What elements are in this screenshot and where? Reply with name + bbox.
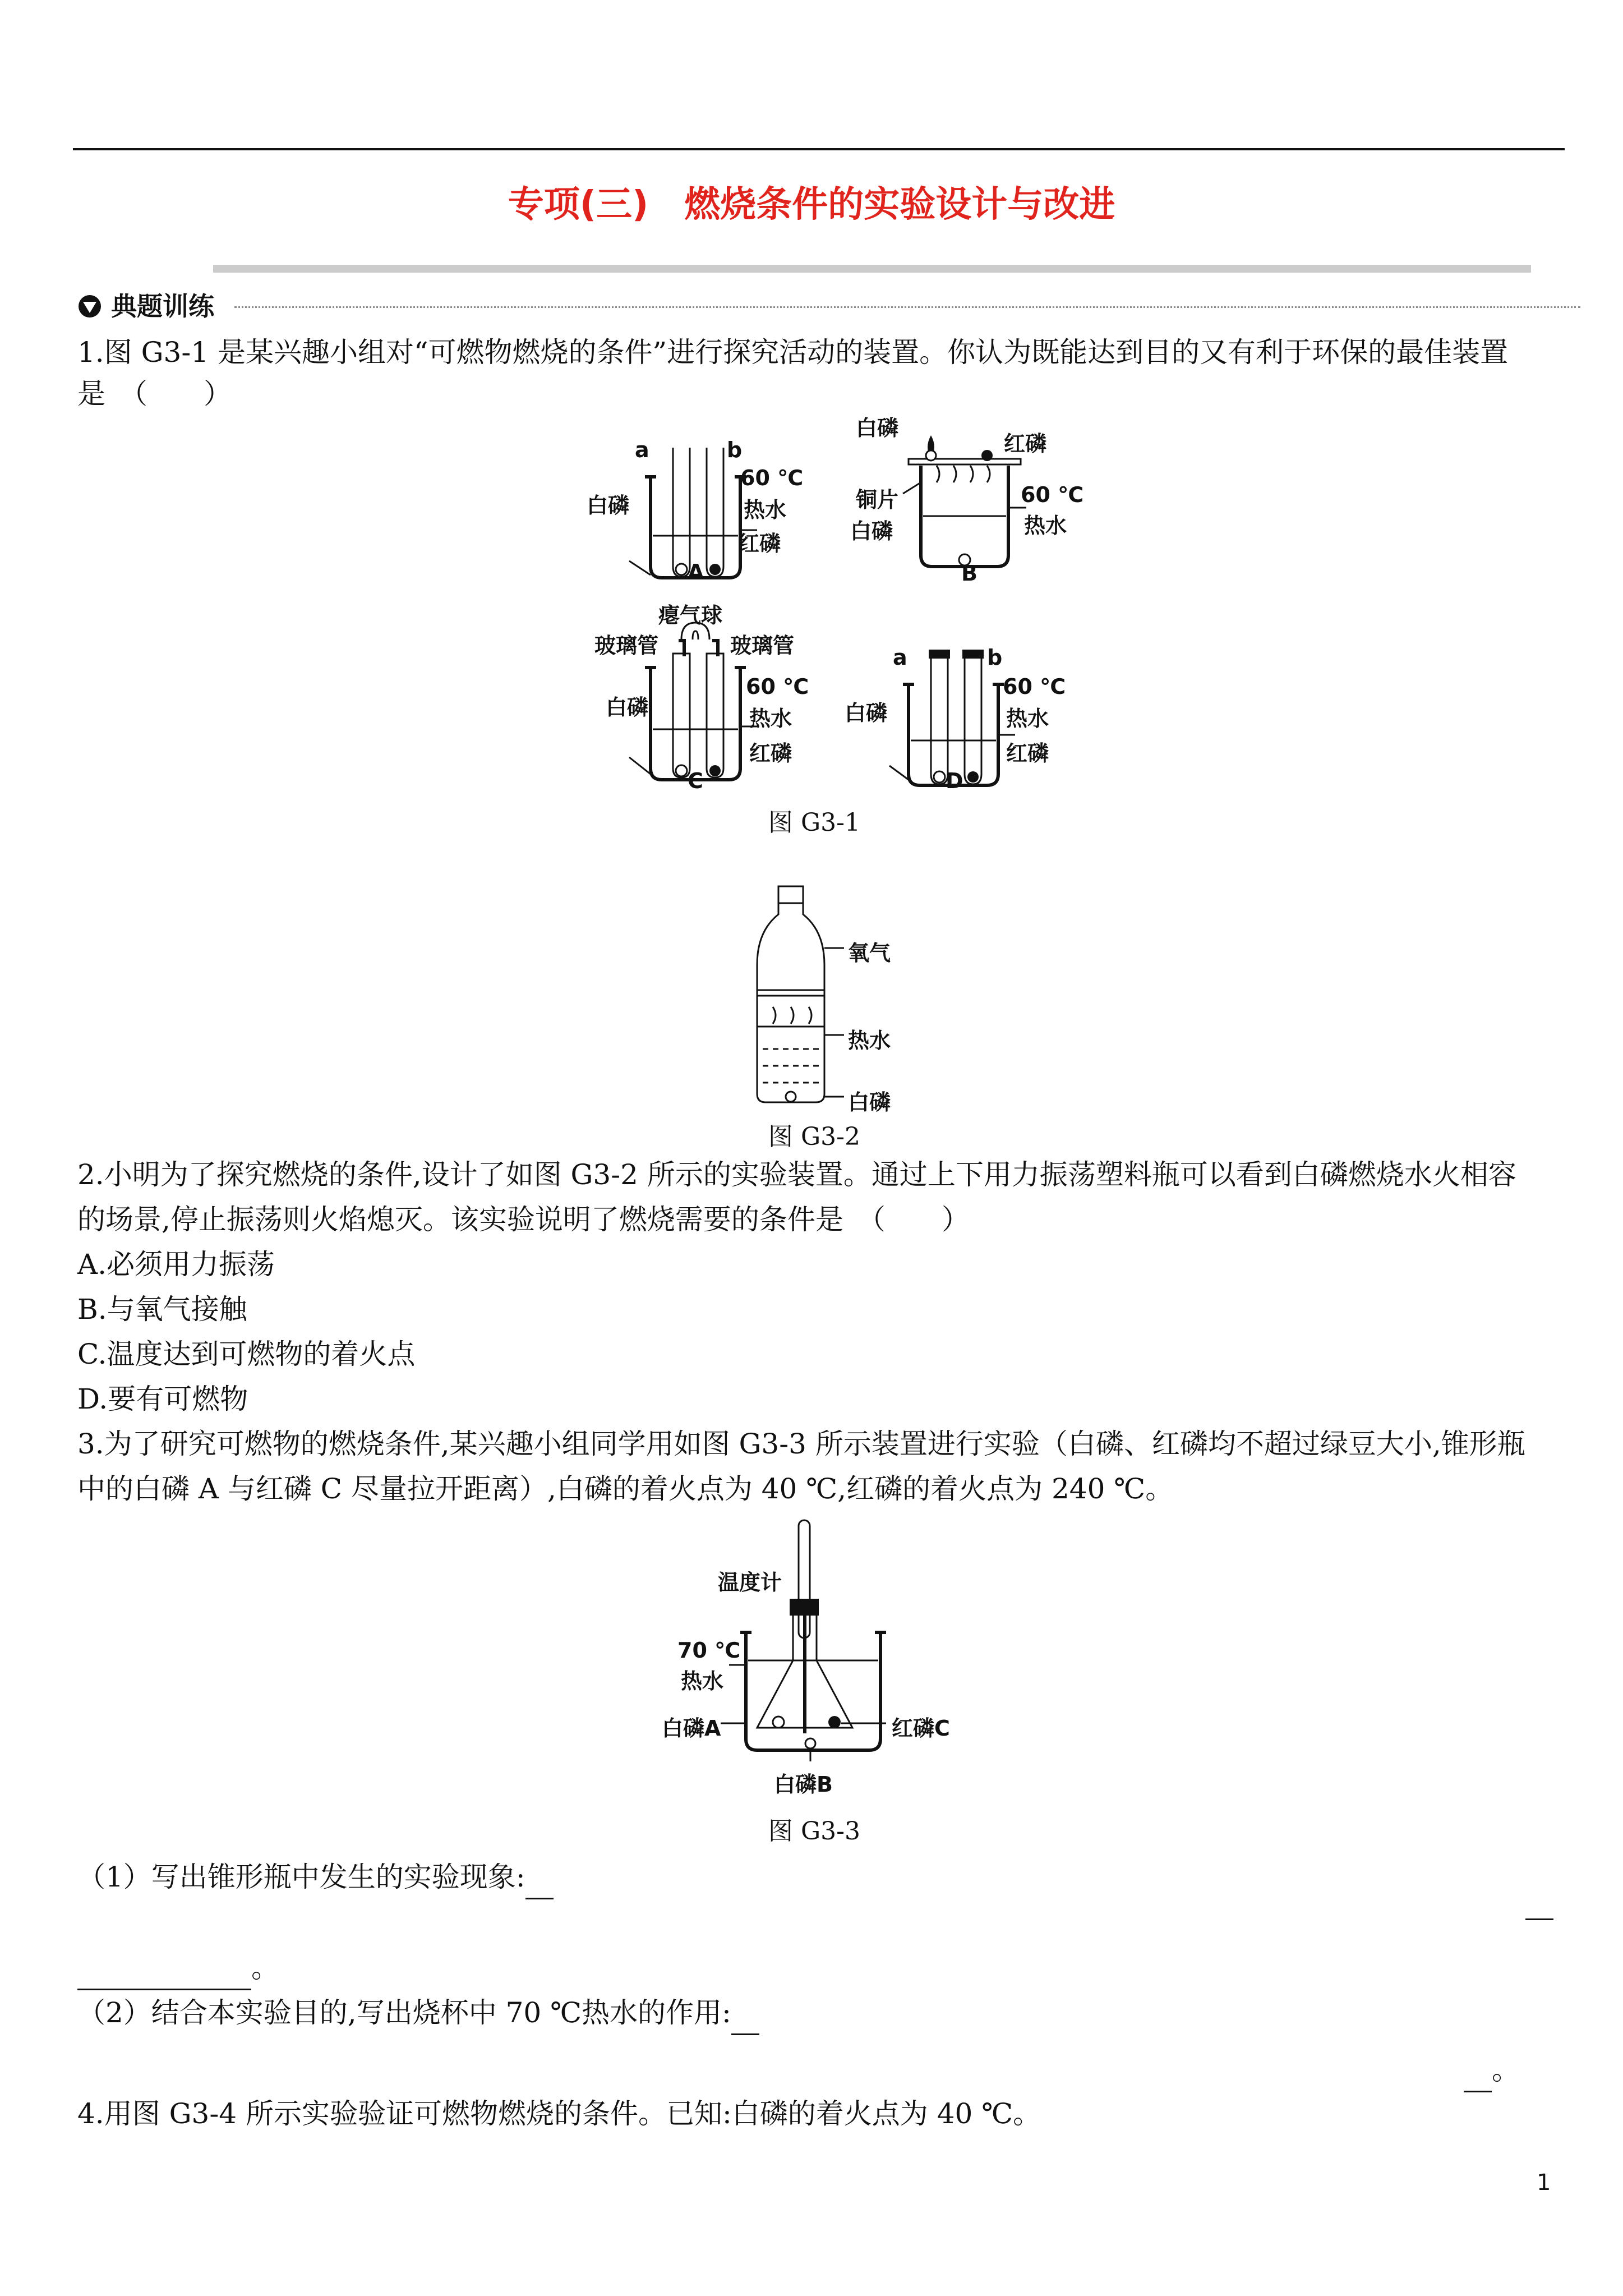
c-tube-r: 玻璃管: [730, 633, 795, 658]
d-water: 热水: [1006, 706, 1049, 731]
b-letter: B: [961, 561, 978, 586]
a-temp: 60 ℃: [740, 466, 804, 490]
q3-sub1-end: 。: [251, 1952, 279, 1984]
g33-red-c: 红磷C: [892, 1716, 950, 1741]
g33-water: 热水: [681, 1669, 724, 1694]
c-tube-l: 玻璃管: [594, 633, 659, 658]
title-underline: [213, 265, 1531, 273]
c-water: 热水: [749, 706, 792, 731]
q3-sub2-text: （2）结合本实验目的,写出烧杯中 70 ℃热水的作用:: [77, 1996, 731, 2029]
c-letter: C: [688, 769, 703, 793]
q2-text-line2: 的场景,停止振荡则火焰熄灭。该实验说明了燃烧需要的条件是 （ ）: [77, 1203, 970, 1236]
q2-option-a: A.必须用力振荡: [77, 1248, 275, 1281]
figure-g3-3-caption: 图 G3-3: [768, 1817, 860, 1846]
d-red: 红磷: [1006, 741, 1049, 766]
top-rule: [73, 148, 1565, 150]
b-temp: 60 ℃: [1021, 482, 1084, 507]
section-dotted-line: [234, 306, 1580, 308]
a-label-a: a: [635, 438, 649, 462]
b-white: 白磷: [850, 519, 893, 544]
plastic-bottle: [729, 881, 852, 1105]
figure-g3-2-caption: 图 G3-2: [768, 1122, 860, 1151]
figure-g3-1-caption: 图 G3-1: [768, 808, 860, 837]
q3-sub2-line2: [1464, 2047, 1520, 2092]
q2-option-c: C.温度达到可燃物的着火点: [77, 1338, 416, 1370]
d-label-a: a: [893, 645, 907, 670]
a-white: 白磷: [587, 493, 630, 518]
q3-sub1-blank-end-right[interactable]: [1525, 1918, 1553, 1920]
q3-sub2-end: 。: [1492, 2054, 1520, 2086]
g32-water: 热水: [848, 1028, 891, 1053]
q3-sub1: [77, 1855, 554, 1899]
page-title: 专项(三) 燃烧条件的实验设计与改进: [508, 184, 1115, 226]
b-red-top: 红磷: [1004, 431, 1047, 456]
q2-option-b: B.与氧气接触: [77, 1293, 247, 1326]
figure-g3-3: [662, 1515, 998, 1806]
c-red: 红磷: [749, 741, 792, 766]
c-white: 白磷: [606, 695, 649, 720]
q1-text-line2: 是 （ ）: [77, 378, 232, 410]
g32-white: 白磷: [848, 1090, 891, 1115]
a-water: 热水: [744, 498, 787, 522]
b-copper: 铜片: [856, 487, 899, 512]
c-temp: 60 ℃: [746, 674, 809, 699]
c-balloon: 瘪气球: [658, 603, 723, 628]
b-white-top: 白磷: [856, 416, 899, 440]
g33-white-a: 白磷A: [662, 1716, 721, 1741]
q3-text-line2: 中的白磷 A 与红磷 C 尽量拉开距离）,白磷的着火点为 40 ℃,红磷的着火点为 240 ℃。: [77, 1473, 1174, 1505]
d-white: 白磷: [845, 701, 888, 725]
a-letter: A: [688, 560, 704, 585]
g33-thermometer: 温度计: [718, 1570, 782, 1595]
b-water: 热水: [1024, 513, 1067, 538]
q3-sub1-text: （1）写出锥形瓶中发生的实验现象:: [77, 1861, 525, 1893]
q1-text-line1: 1.图 G3-1 是某兴趣小组对“可燃物燃烧的条件”进行探究活动的装置。你认为既能达到目的又有利于环保的最佳装置: [77, 336, 1509, 369]
q3-sub2-blank-start[interactable]: [731, 2005, 759, 2035]
d-temp: 60 ℃: [1003, 674, 1066, 699]
figure-g3-1: [589, 404, 1094, 841]
g32-oxygen: 氧气: [848, 941, 891, 965]
triangle-down-icon: [77, 294, 102, 319]
page-number: 1: [1537, 2170, 1551, 2196]
q2-option-d: D.要有可燃物: [77, 1383, 248, 1415]
g33-white-b: 白磷B: [774, 1772, 833, 1797]
q3-sub1-line2: [77, 1945, 279, 1990]
q3-sub1-blank-start[interactable]: [525, 1870, 554, 1899]
a-label-b: b: [727, 438, 743, 462]
a-red: 红磷: [738, 531, 781, 556]
d-letter: D: [946, 769, 963, 793]
d-label-b: b: [987, 645, 1003, 670]
section-title: 典题训练: [111, 291, 214, 321]
q4-text: 4.用图 G3-4 所示实验验证可燃物燃烧的条件。已知:白磷的着火点为 40 ℃。: [77, 2097, 1041, 2130]
q2-text-line1: 2.小明为了探究燃烧的条件,设计了如图 G3-2 所示的实验装置。通过上下用力振荡塑料瓶可以看到白磷燃烧水火相容: [77, 1158, 1516, 1191]
q3-sub2: [77, 1990, 759, 2035]
g33-temp: 70 ℃: [677, 1638, 741, 1663]
figure-g3-2: [729, 881, 931, 1116]
q3-sub2-blank-end[interactable]: [1464, 2063, 1492, 2092]
q3-text-line1: 3.为了研究可燃物的燃烧条件,某兴趣小组同学用如图 G3-3 所示装置进行实验（白磷、红磷均不超过绿豆大小,锥形瓶: [77, 1428, 1525, 1460]
section-header: [77, 284, 1569, 329]
q3-sub1-blank-line2[interactable]: [77, 1961, 251, 1990]
apparatus-a: [589, 438, 757, 606]
